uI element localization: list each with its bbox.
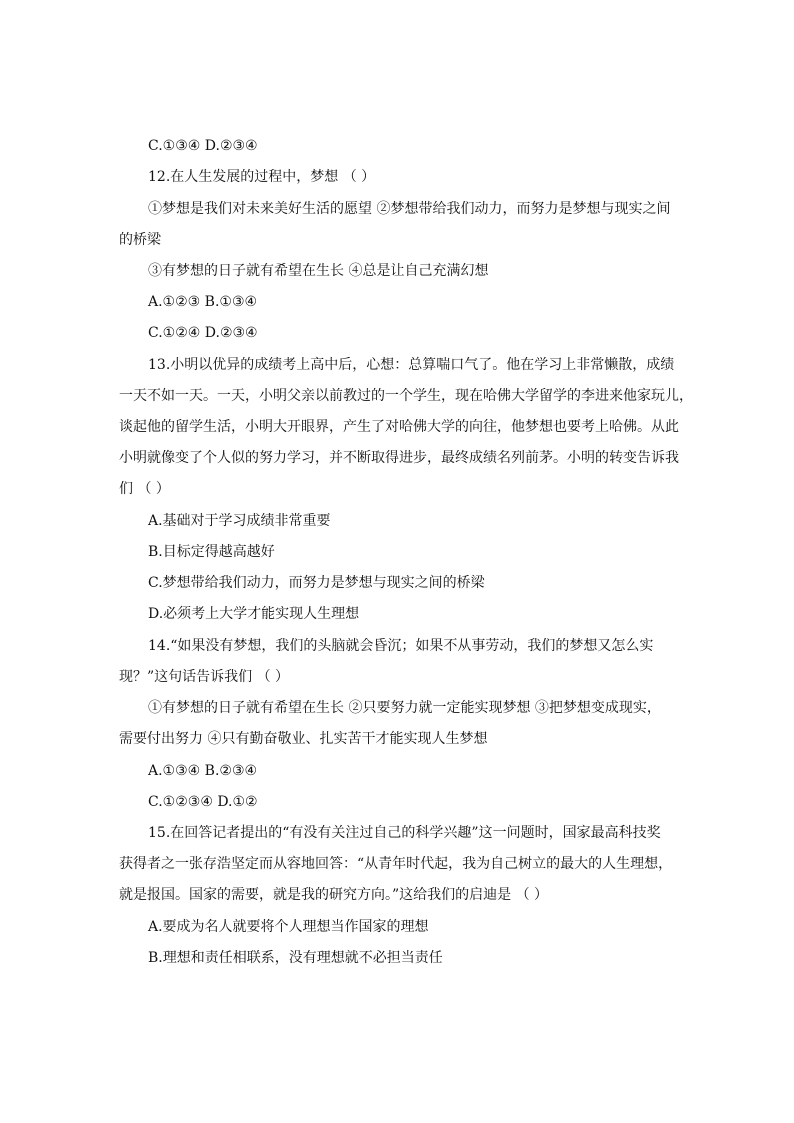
q12-statements-1: ①梦想是我们对未来美好生活的愿望 ②梦想带给我们动力，而努力是梦想与现实之间 — [148, 201, 671, 217]
q12-statements-1-cont: 的桥梁 — [119, 232, 161, 248]
q14-stem-1: 14.“如果没有梦想，我们的头脑就会昏沉；如果不从事劳动，我们的梦想又怎么实 — [148, 638, 654, 654]
q12-stem: 12.在人生发展的过程中，梦想 （ ） — [148, 169, 376, 185]
q12-options-ab: A.①②③ B.①③④ — [148, 294, 258, 310]
q14-statements-2: 需要付出努力 ④只有勤奋敬业、扎实苦干才能实现人生梦想 — [119, 731, 488, 747]
q15-option-a: A.要成为名人就要将个人理想当作国家的理想 — [148, 919, 429, 935]
q13-option-d: D.必须考上大学才能实现人生理想 — [148, 606, 360, 622]
q12-options-cd: C.①②④ D.②③④ — [148, 325, 258, 341]
q15-option-b: B.理想和责任相联系，没有理想就不必担当责任 — [148, 950, 443, 966]
q15-stem-3: 就是报国。国家的需要，就是我的研究方向。”这给我们的启迪是 （ ） — [119, 887, 549, 903]
q13-stem-1: 13.小明以优异的成绩考上高中后，心想：总算喘口气了。他在学习上非常懒散，成绩 — [148, 357, 675, 373]
q13-option-a: A.基础对于学习成绩非常重要 — [148, 513, 331, 529]
q11-options-cd: C.①③④ D.②③④ — [148, 138, 258, 154]
q14-statements-1: ①有梦想的日子就有希望在生长 ②只要努力就一定能实现梦想 ③把梦想变成现实， — [148, 700, 661, 716]
q13-stem-5: 们 （ ） — [119, 481, 170, 497]
q15-stem-1: 15.在回答记者提出的“有没有关注过自己的科学兴趣”这一问题时，国家最高科技奖 — [148, 825, 661, 841]
q13-stem-2: 一天不如一天。一天，小明父亲以前教过的一个学生，现在哈佛大学留学的李进来他家玩儿， — [119, 388, 693, 404]
q12-statements-2: ③有梦想的日子就有希望在生长 ④总是让自己充满幻想 — [148, 263, 489, 279]
q13-stem-3: 谈起他的留学生活，小明大开眼界，产生了对哈佛大学的向往，他梦想也要考上哈佛。从此 — [119, 419, 679, 435]
q13-option-b: B.目标定得越高越好 — [148, 544, 275, 560]
q14-options-ab: A.①③④ B.②③④ — [148, 763, 258, 779]
q14-options-cd: C.①②③④ D.①② — [148, 794, 258, 810]
q14-stem-2: 现？”这句话告诉我们 （ ） — [119, 669, 290, 685]
q15-stem-2: 获得者之一张存浩坚定而从容地回答：“从青年时代起，我为自己树立的最大的人生理想， — [119, 856, 673, 872]
q13-stem-4: 小明就像变了个人似的努力学习，并不断取得进步，最终成绩名列前茅。小明的转变告诉我 — [119, 450, 679, 466]
q13-option-c: C.梦想带给我们动力，而努力是梦想与现实之间的桥梁 — [148, 575, 485, 591]
